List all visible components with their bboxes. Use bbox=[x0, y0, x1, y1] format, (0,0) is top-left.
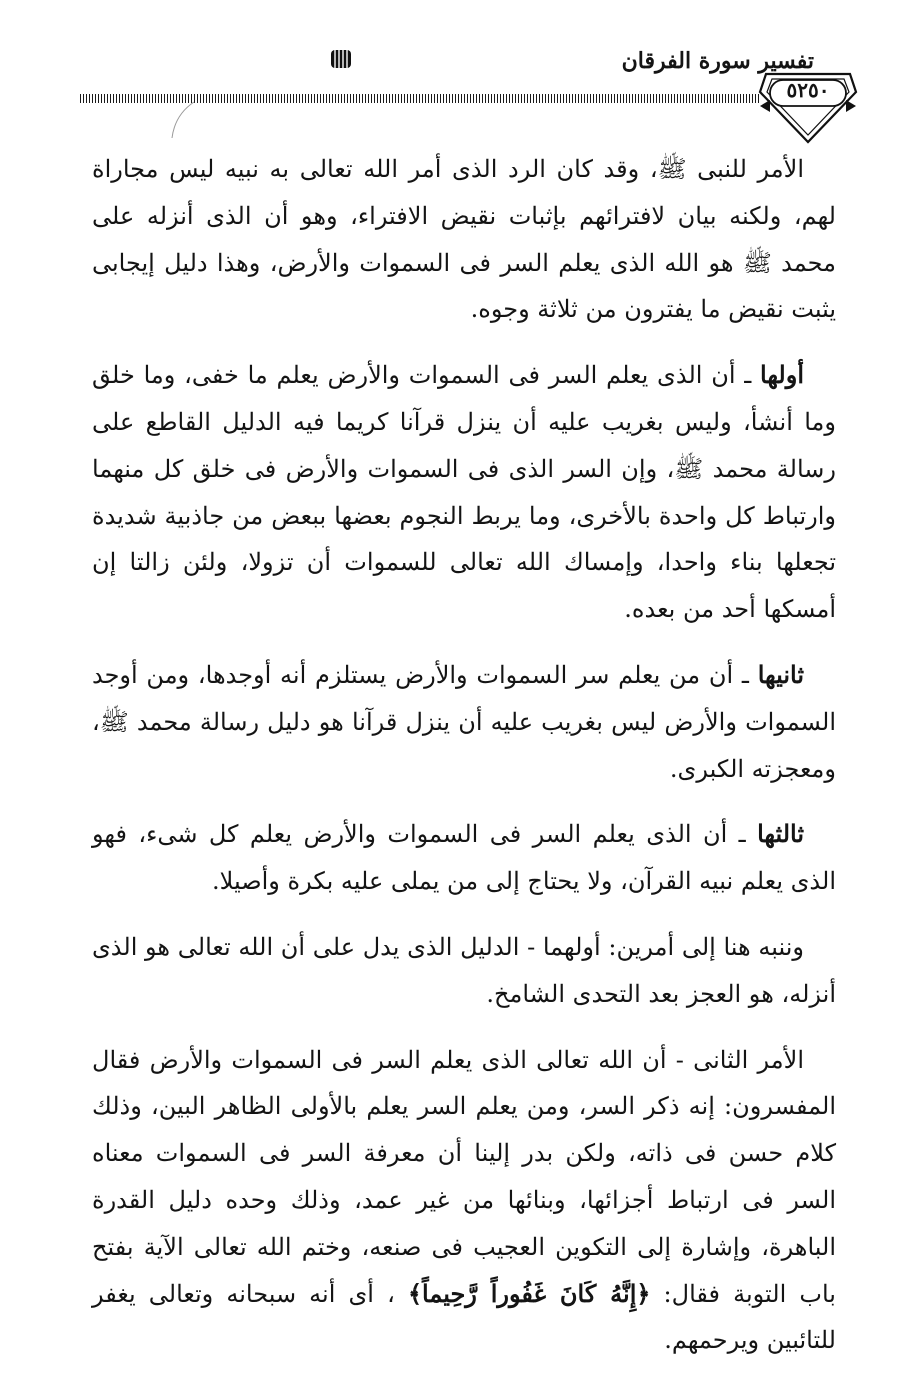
page-number-badge-icon bbox=[758, 62, 858, 146]
paragraph-2-text: ـ أن الذى يعلم السر فى السموات والأرض يعلم ما خفى، وما خلق وما أنشأ، وليس بغريب عليه أن ينزل قرآنا كريما فيه الدليل القاطع على رسالة محمد ﷺ، وإن السر الذى فى السموات والأرض فى خلق كل منهما وارتباط كل واحدة بالأخرى، وما يربط النجوم بعضها ببعض من جاذبية شديدة تجعلها بناء واحدا، وإمساك الله تعالى للسموات أن تزولا، ولئن زالتا إن أمسكها أحد من بعده. bbox=[92, 361, 836, 624]
paragraph-2 bbox=[92, 352, 836, 633]
paragraph-6-text: الأمر الثانى - أن الله تعالى الذى يعلم السر فى السموات والأرض فقال المفسرون: إنه ذكر السر، ومن يعلم السر يعلم بالأولى الظاهر البين، وذلك كلام حسن فى ذاته، ولكن بدر إلينا أن معرفة السر فى السموات معناه السر فى ارتباط أجزائها، وبنائها من غير عمد، وذلك وحده دليل القدرة الباهرة، وإشارة إلى التكوين العجيب فى صنعه، وختم الله تعالى الآية بفتح باب التوبة فقال: bbox=[92, 1045, 836, 1308]
paragraph-4-lead: ثالثها bbox=[757, 819, 804, 849]
paragraph-3 bbox=[92, 652, 836, 792]
page-number: ٥٢٥٠ bbox=[786, 78, 830, 102]
paragraph-1-text: الأمر للنبى ﷺ، وقد كان الرد الذى أمر الله تعالى به نبيه ليس مجاراة لهم، ولكنه بيان لافترائهم بإثبات نقيض الافتراء، وهو أن الذى أنزله على محمد ﷺ هو الله الذى يعلم السر فى السموات والأرض، وهذا دليل إيجابى يثبت نقيض ما يفترون من ثلاثة وجوه. bbox=[92, 155, 836, 324]
running-title: تفسير سورة الفرقان bbox=[621, 48, 814, 74]
paragraph-2-lead: أولها bbox=[760, 360, 804, 390]
paragraph-5-text: وننبه هنا إلى أمرين: أولهما - الدليل الذى يدل على أن الله تعالى هو الذى أنزله، هو العجز بعد التحدى الشامخ. bbox=[92, 932, 836, 1008]
paragraph-4 bbox=[92, 811, 836, 905]
page-header bbox=[0, 0, 914, 160]
page-body bbox=[92, 146, 836, 1383]
paragraph-6 bbox=[92, 1037, 836, 1365]
paragraph-3-text: ـ أن من يعلم سر السموات والأرض يستلزم أنه أوجدها، ومن أوجد السموات والأرض ليس بغريب عليه أن ينزل قرآنا هو دليل رسالة محمد ﷺ، ومعجزته الكبرى. bbox=[92, 660, 836, 783]
paragraph-5 bbox=[92, 924, 836, 1018]
quran-verse: ﴿إِنَّهُ كَانَ غَفُوراً رَّحِيماً﴾ bbox=[407, 1278, 651, 1308]
paragraph-4-text: ـ أن الذى يعلم السر فى السموات والأرض يعلم كل شىء، فهو الذى يعلم نبيه القرآن، ولا يحتاج إلى من يملى عليه بكرة وأصيلا. bbox=[92, 820, 836, 896]
paragraph-6-tail: ، أى أنه سبحانه وتعالى يغفر للتائبين ويرحمهم. bbox=[92, 1279, 836, 1355]
ornament-icon bbox=[328, 46, 354, 72]
paragraph-1 bbox=[92, 146, 836, 333]
paragraph-3-lead: ثانيها bbox=[757, 659, 804, 689]
page-curl-mark-icon bbox=[168, 100, 198, 140]
